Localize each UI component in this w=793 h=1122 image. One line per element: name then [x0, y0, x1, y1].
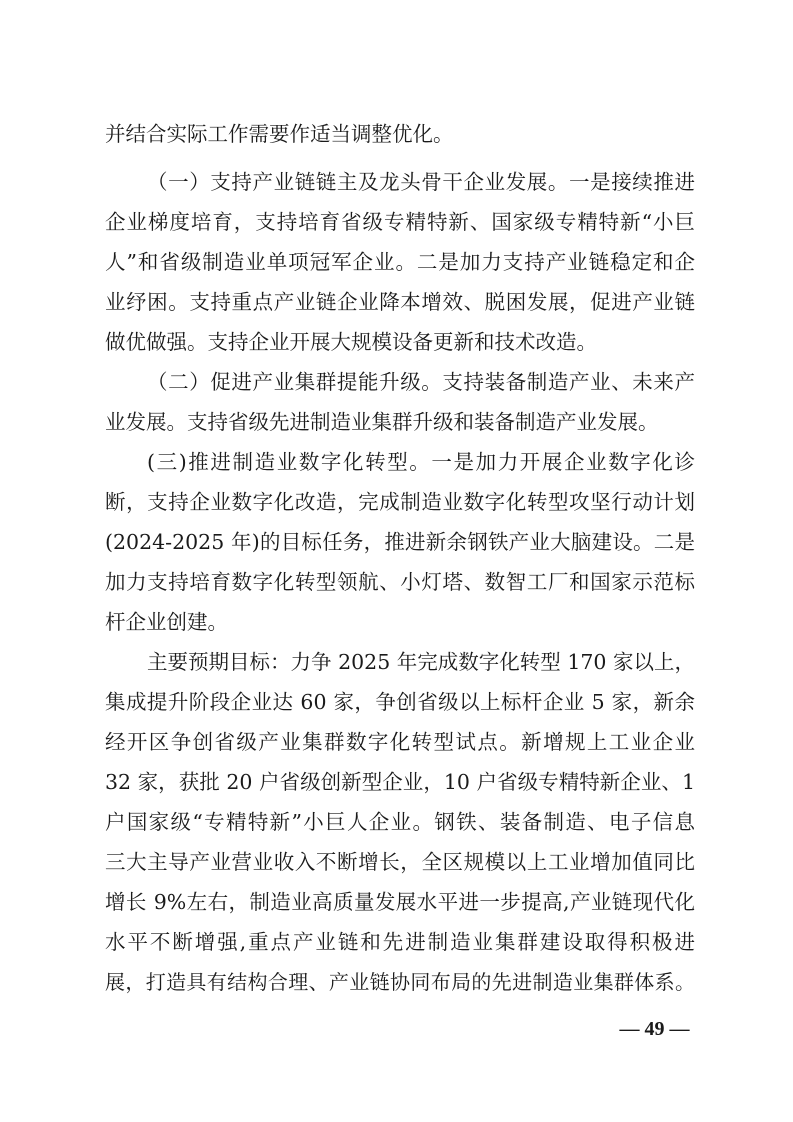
section-heading-line: (三)推进制造业数字化转型。一是加力开展企业数字化诊 — [147, 450, 695, 474]
paragraph-line: 三大主导产业营业收入不断增长，全区规模以上工业增加值同比 — [105, 850, 695, 874]
targets-heading-line: 主要预期目标：力争 2025 年完成数字化转型 170 家以上， — [147, 650, 695, 674]
paragraph-line: 经开区争创省级产业集群数字化转型试点。新增规上工业企业 — [105, 730, 695, 754]
paragraph-line: 企业梯度培育，支持培育省级专精特新、国家级专精特新“小巨 — [105, 210, 695, 234]
paragraph-line: 加力支持培育数字化转型领航、小灯塔、数智工厂和国家示范标 — [105, 570, 695, 594]
paragraph-line: 断，支持企业数字化改造，完成制造业数字化转型攻坚行动计划 — [105, 490, 695, 514]
paragraph-line: 人”和省级制造业单项冠军企业。二是加力支持产业链稳定和企 — [105, 250, 695, 274]
paragraph-line: 做优做强。支持企业开展大规模设备更新和技术改造。 — [105, 330, 597, 354]
section-heading-line: （一）支持产业链链主及龙头骨干企业发展。一是接续推进 — [147, 170, 695, 194]
paragraph-line: 集成提升阶段企业达 60 家，争创省级以上标杆企业 5 家，新余 — [105, 690, 695, 714]
paragraph-line: 展，打造具有结构合理、产业链协同布局的先进制造业集群体系。 — [105, 970, 695, 994]
section-heading-line: （二）促进产业集群提能升级。支持装备制造产业、未来产 — [147, 370, 695, 394]
paragraph-line: 业发展。支持省级先进制造业集群升级和装备制造产业发展。 — [105, 410, 659, 434]
paragraph-line: 杆企业创建。 — [105, 610, 228, 634]
page-number: — 49 — — [619, 1018, 690, 1040]
paragraph-line: 户国家级“专精特新”小巨人企业。钢铁、装备制造、电子信息 — [105, 810, 695, 834]
paragraph-line: 业纾困。支持重点产业链企业降本增效、脱困发展，促进产业链 — [105, 290, 695, 314]
paragraph-line: (2024-2025 年)的目标任务，推进新余钢铁产业大脑建设。二是 — [105, 530, 695, 554]
paragraph-line: 32 家，获批 20 户省级创新型企业，10 户省级专精特新企业、1 — [105, 770, 695, 794]
paragraph-line: 水平不断增强,重点产业链和先进制造业集群建设取得积极进 — [105, 930, 695, 954]
paragraph-line: 并结合实际工作需要作适当调整优化。 — [105, 122, 454, 146]
paragraph-line: 增长 9%左右，制造业高质量发展水平进一步提高,产业链现代化 — [105, 890, 695, 914]
